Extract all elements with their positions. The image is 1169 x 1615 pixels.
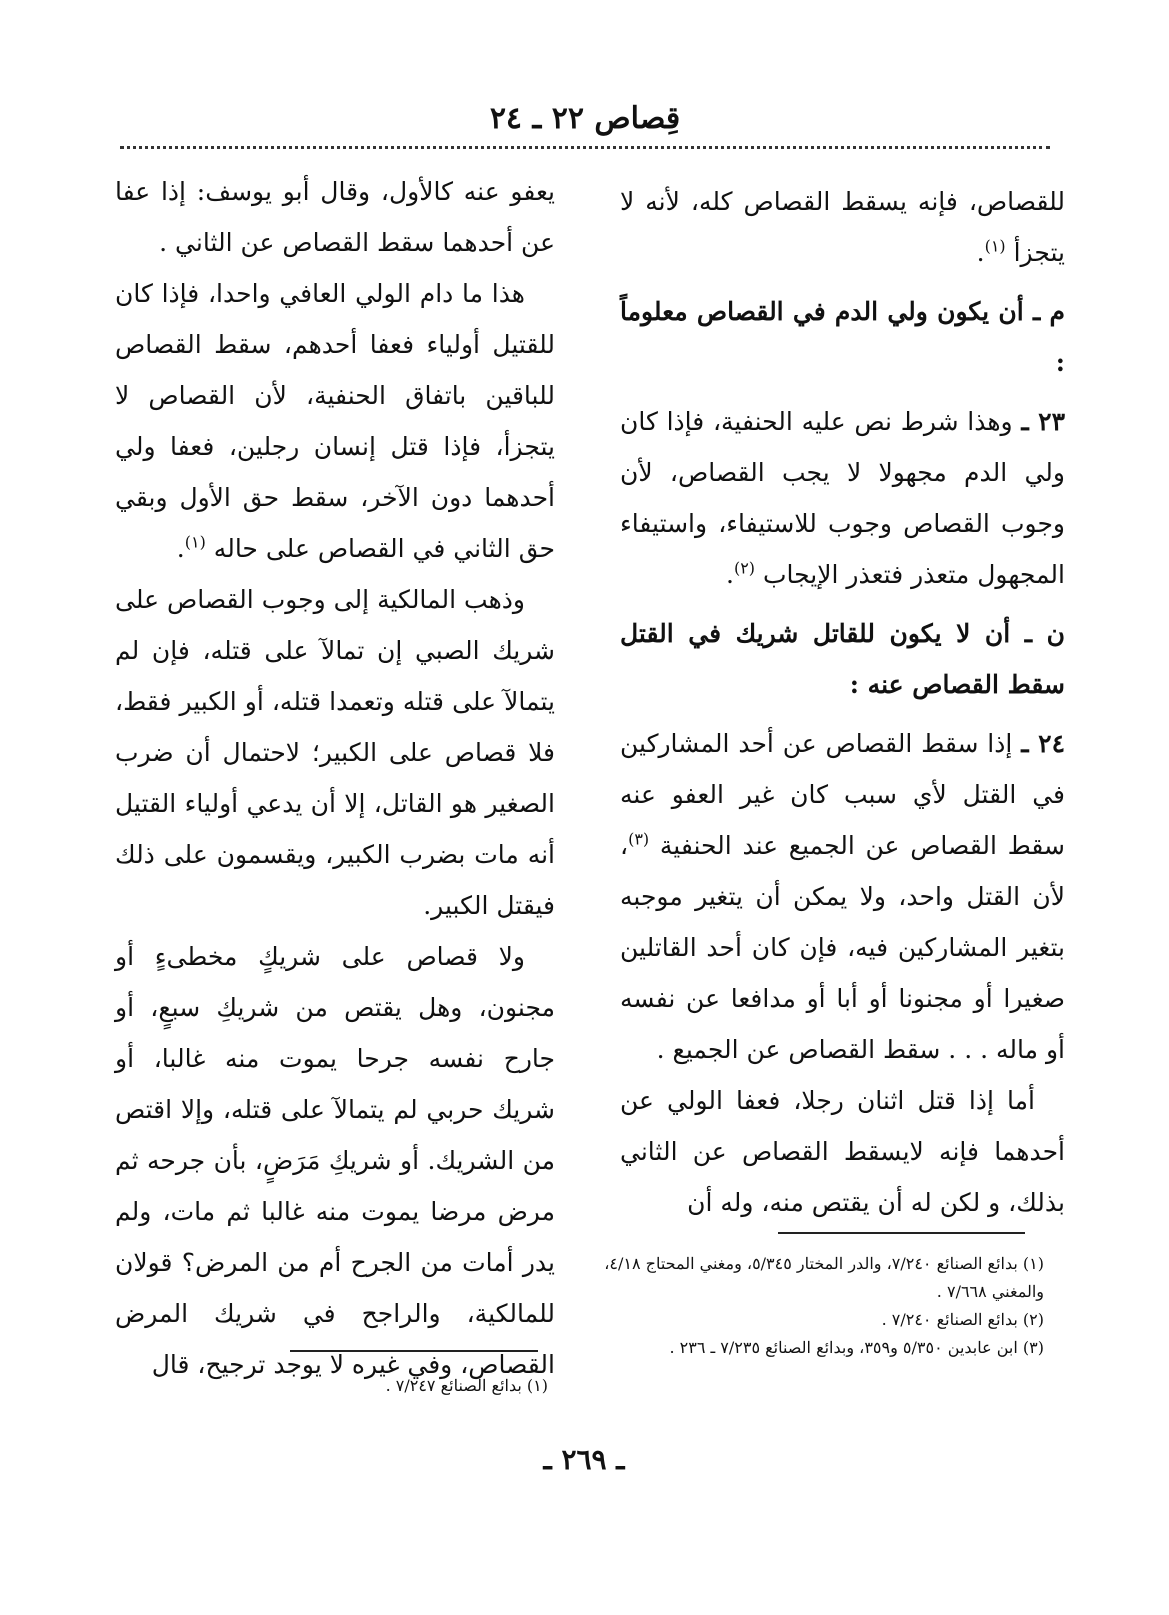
paragraph [620, 718, 1065, 1075]
running-header: قِصاص ٢٢ ـ ٢٤ [489, 101, 681, 136]
right-column [620, 176, 1065, 1228]
paragraph-text: هذا ما دام الولي العافي واحدا، فإذا كان للقتيل أولياء فعفا أحدهم، سقط القصاص للباقين باتفاق الحنفية، لأن القصاص لا يتجزأ، فإذا قتل إنسان رجلين، فعفا ولي أحدهما دون الآخر، سقط حق الأول وبقي حق الثاني في القصاص على حاله [115, 279, 555, 563]
paragraph: هذا ما دام الولي العافي واحدا، فإذا كان للقتيل أولياء فعفا أحدهم، سقط القصاص للباقين باتفاق الحنفية، لأن القصاص لا يتجزأ، فإذا قتل إنسان رجلين، فعفا ولي أحدهما دون الآخر، سقط حق الأول وبقي حق الثاني في القصاص على حاله $^{(١)}$. [115, 279, 555, 563]
paragraph-number: ٢٤ ـ [1021, 729, 1065, 758]
paragraph: ٢٣ ـ وهذا شرط نص عليه الحنفية، فإذا كان ولي الدم مجهولا لا يجب القصاص، لأن وجوب القصاص وجوب للاستيفاء، واستيفاء المجهول متعذر فتعذر الإيجاب $^{(٢)}$. [620, 407, 1065, 589]
section-heading: م ـ أن يكون ولي الدم في القصاص معلوماً : [620, 297, 1065, 377]
paragraph-text: إذا سقط القصاص عن أحد المشاركين في القتل لأي سبب كان غير العفو عنه سقط القصاص عن الجميع عند الحنفية [620, 729, 1065, 860]
footnotes-right [592, 1250, 1044, 1362]
header-dotted-rule [120, 146, 1050, 149]
paragraph: للقصاص، فإنه يسقط القصاص كله، لأنه لا يتجزأ $^{(١)}$. [620, 187, 1065, 267]
footnotes-left [300, 1372, 548, 1400]
footnote-separator-right [778, 1232, 1025, 1234]
footnote-separator-left [290, 1350, 538, 1352]
paragraph: أما إذا قتل اثنان رجلا، فعفا الولي عن أحدهما فإنه لايسقط القصاص عن الثاني بذلك، و لكن له أن يقتص منه، وله أن [620, 1086, 1065, 1217]
page-number: ـ ٢٦٩ ـ [543, 1443, 625, 1476]
footnote: (٣) ابن عابدين ٥/٣٥٠ و٣٥٩، وبدائع الصنائع ٧/٢٣٥ ـ ٢٣٦ . [669, 1338, 1044, 1357]
footnote: (٢) بدائع الصنائع ٧/٢٤٠ . [881, 1310, 1044, 1329]
footnote-ref: (١) [184, 532, 206, 552]
paragraph-text: ، لأن القتل واحد، ولا يمكن أن يتغير موجبه بتغير المشاركين فيه، فإن كان أحد القاتلين صغيرا أو مجنونا أو أبا أو مدافعا عن نفسه أو ماله . . . سقط القصاص عن الجميع . [620, 831, 1065, 1064]
paragraph-text: وهذا شرط نص عليه الحنفية، فإذا كان ولي الدم مجهولا لا يجب القصاص، لأن وجوب القصاص وجوب للاستيفاء، واستيفاء المجهول متعذر فتعذر الإيجاب [620, 407, 1065, 589]
footnote: (١) بدائع الصنائع ٧/٢٤٠، والدر المختار ٥/٣٤٥، ومغني المحتاج ٤/١٨، والمغني ٧/٦٦٨ . [604, 1254, 1044, 1301]
paragraph-number: ٢٣ ـ [1021, 407, 1065, 436]
footnote-ref: (٣) [628, 829, 650, 849]
paragraph: وذهب المالكية إلى وجوب القصاص على شريك الصبي إن تمالآ على قتله، فإن لم يتمالآ على قتله وتعمدا قتله، أو الكبير فقط، فلا قصاص على الكبير؛ لاحتمال أن ضرب الصغير هو القاتل، إلا أن يدعي أولياء القتيل أنه مات بضرب الكبير، ويقسمون على ذلك فيقتل الكبير. [115, 585, 555, 920]
paragraph: يعفو عنه كالأول، وقال أبو يوسف: إذا عفا عن أحدهما سقط القصاص عن الثاني . [115, 177, 555, 257]
left-column [115, 166, 555, 1390]
paragraph-text: للقصاص، فإنه يسقط القصاص كله، لأنه لا يتجزأ [620, 187, 1065, 267]
footnote-ref: (١) [984, 236, 1006, 256]
footnote: (١) بدائع الصنائع ٧/٢٤٧ . [385, 1376, 548, 1395]
section-heading: ن ـ أن لا يكون للقاتل شريك في القتل سقط القصاص عنه : [620, 619, 1065, 699]
paragraph: ولا قصاص على شريكٍ مخطىءٍ أو مجنون، وهل يقتص من شريكِ سبعٍ، أو جارح نفسه جرحا يموت منه غالبا، أو شريك حربي لم يتمالآ على قتله، وإلا اقتص من الشريك. أو شريكِ مَرَضٍ، بأن جرحه ثم مرض مرضا يموت منه غالبا ثم مات، ولم يدر أمات من الجرح أم من المرض؟ قولان للمالكية، والراجح في شريك المرض القصاص، وفي غيره لا يوجد ترجيح، قال [115, 942, 555, 1379]
footnote-ref: (٢) [733, 558, 756, 578]
